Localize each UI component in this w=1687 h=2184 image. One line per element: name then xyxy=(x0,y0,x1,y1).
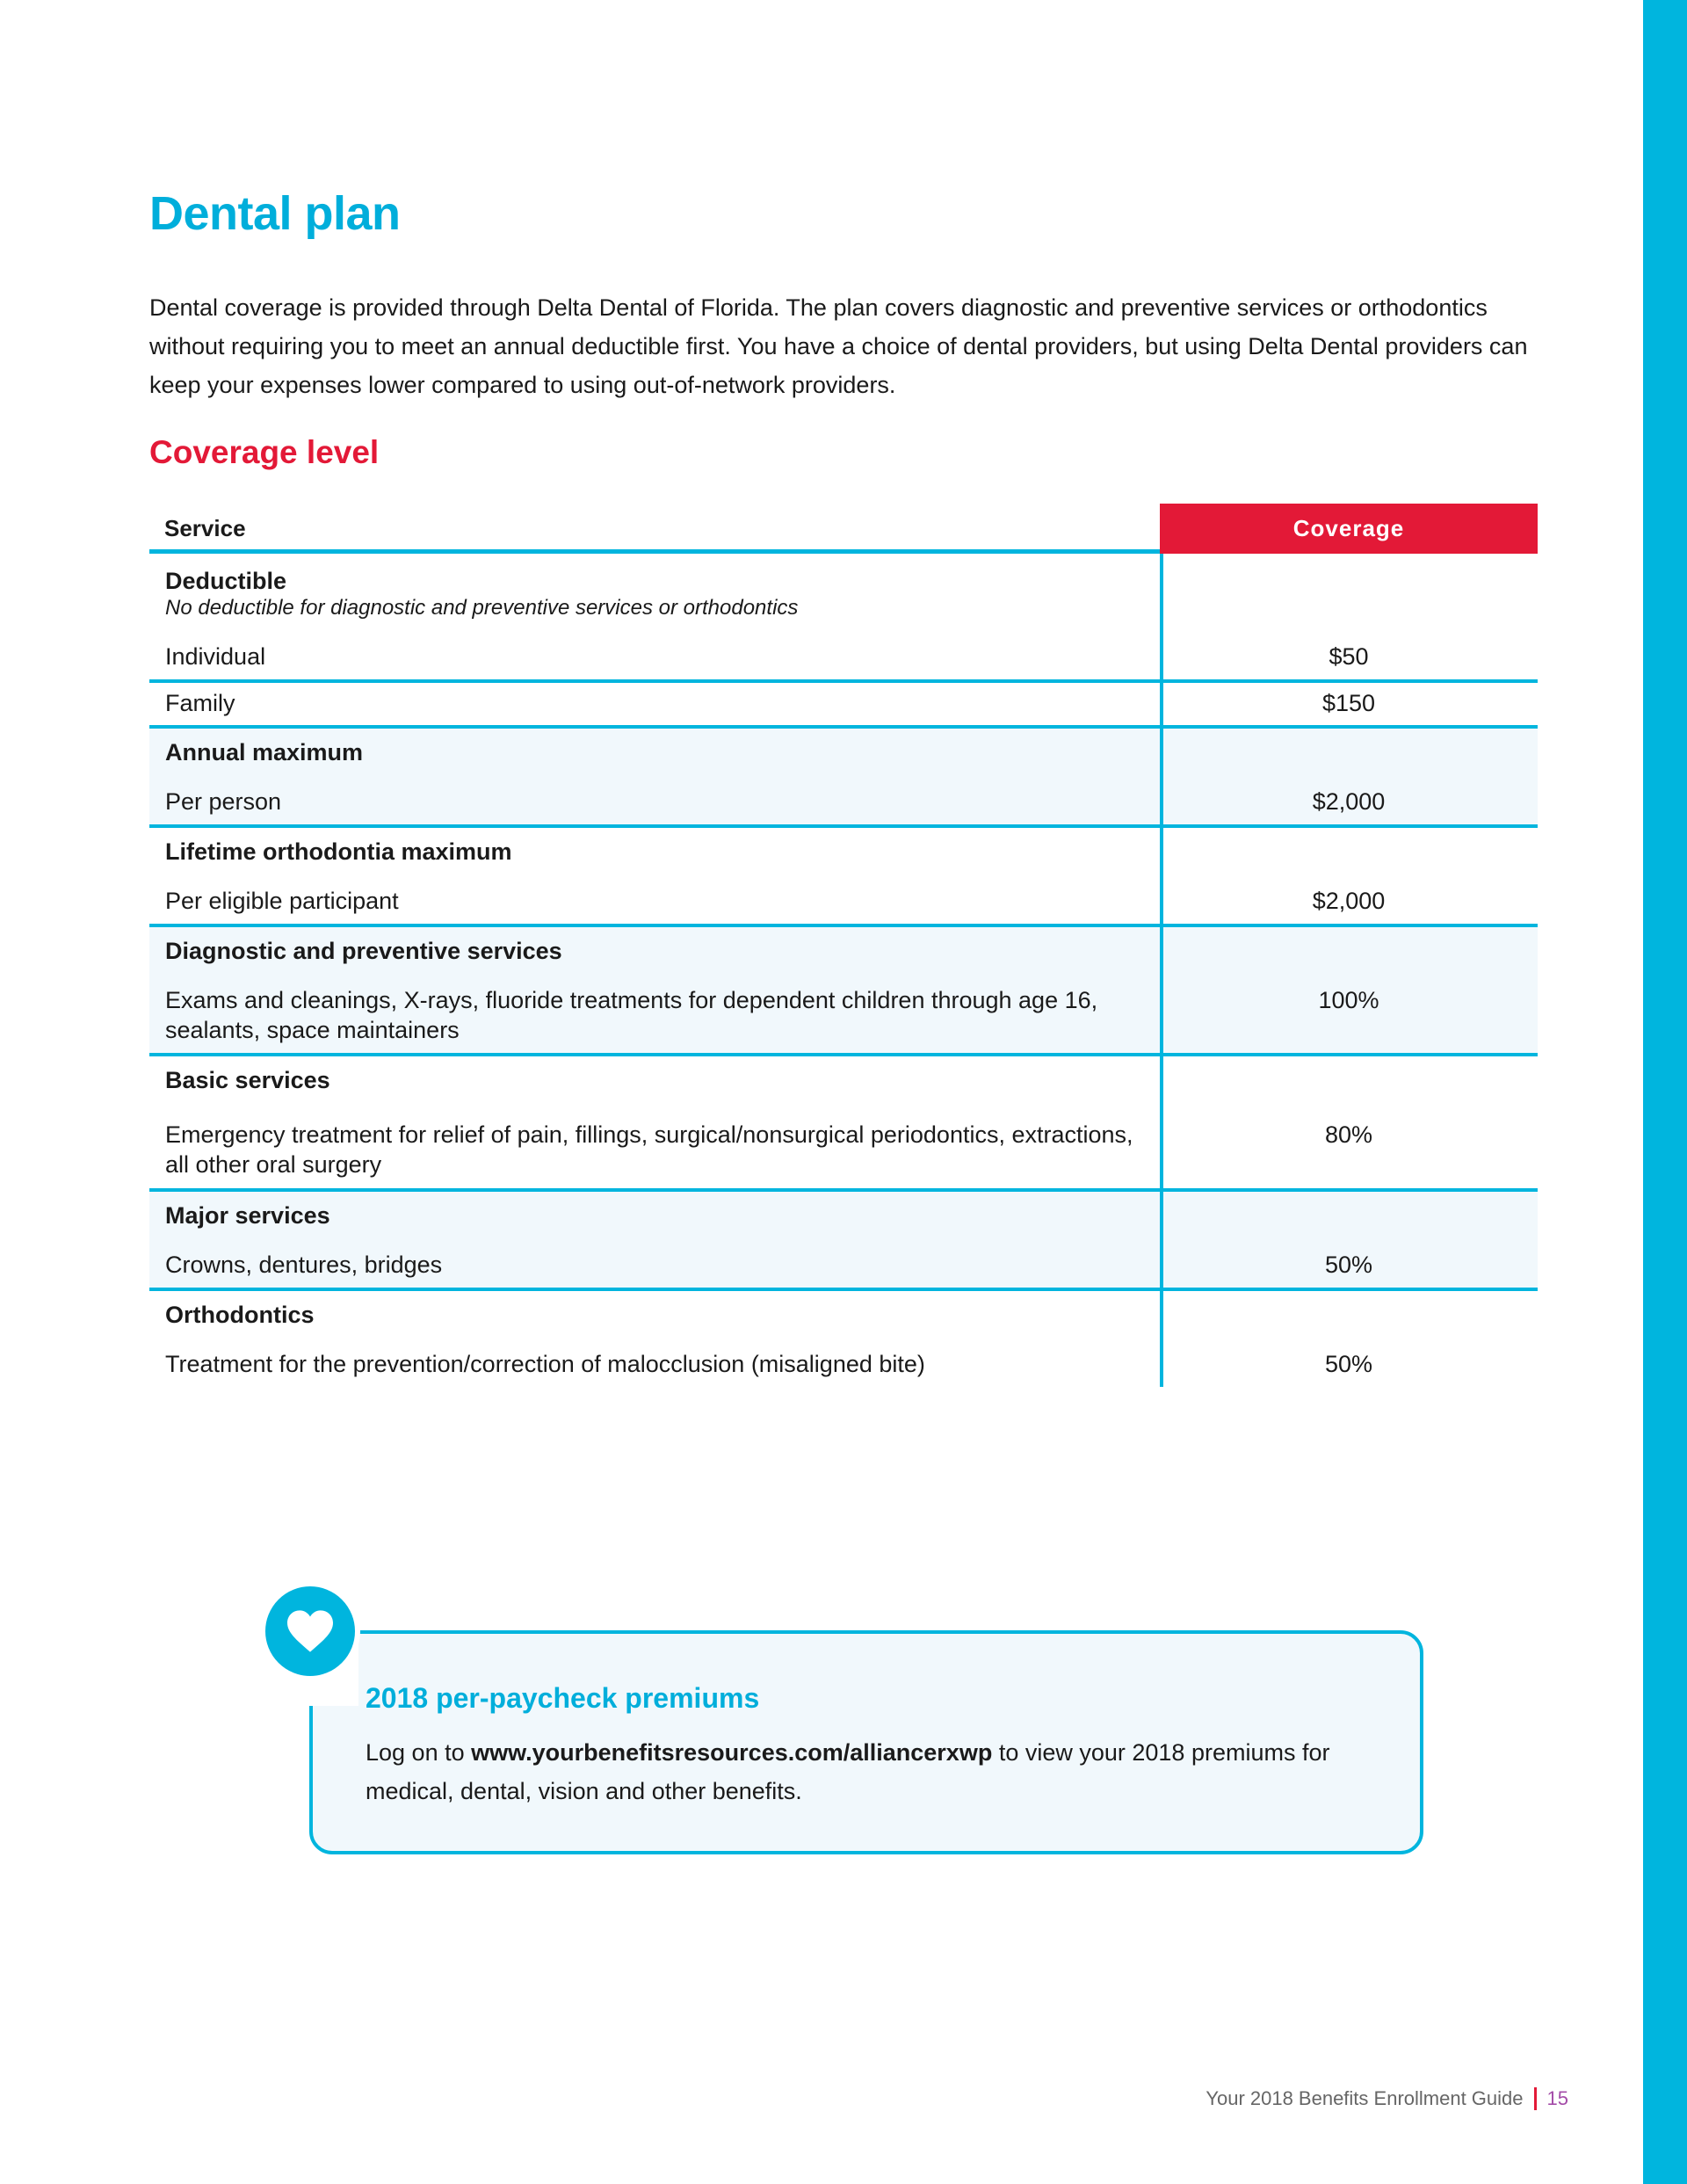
heart-badge xyxy=(260,1581,360,1681)
table-row xyxy=(149,679,1538,718)
group-diagnostic-preventive xyxy=(149,927,1538,1056)
table-row xyxy=(149,1230,1538,1280)
row-service: Treatment for the prevention/correction of malocclusion (misaligned bite) xyxy=(165,1351,925,1377)
guide-title: Your 2018 Benefits Enrollment Guide xyxy=(1206,2087,1524,2109)
table-row xyxy=(149,642,1538,671)
table-row xyxy=(149,1330,1538,1379)
callout-body-prefix: Log on to xyxy=(366,1739,472,1766)
group-major-services xyxy=(149,1192,1538,1291)
callout-title: 2018 per-paycheck premiums xyxy=(366,1682,760,1714)
row-service: Individual xyxy=(165,643,266,670)
group-title: Basic services xyxy=(165,1067,330,1093)
table-header xyxy=(149,504,1538,554)
section-title: Coverage level xyxy=(149,434,380,470)
table-row xyxy=(149,867,1538,916)
row-coverage: $150 xyxy=(1321,690,1376,716)
row-service: Crowns, dentures, bridges xyxy=(165,1252,443,1278)
row-coverage: $50 xyxy=(1329,643,1369,670)
group-title: Orthodontics xyxy=(165,1302,315,1328)
group-title: Annual maximum xyxy=(165,739,364,765)
group-title: Deductible xyxy=(165,568,287,594)
group-title: Major services xyxy=(165,1202,330,1229)
row-coverage: 80% xyxy=(1324,1121,1373,1148)
group-basic-services xyxy=(149,1056,1538,1192)
page-number: 15 xyxy=(1546,2087,1568,2109)
row-coverage: 50% xyxy=(1324,1351,1373,1377)
row-coverage: $2,000 xyxy=(1312,888,1386,914)
row-service: Family xyxy=(165,690,235,716)
side-color-bar xyxy=(1643,0,1687,2184)
group-lifetime-orthodontia xyxy=(149,828,1538,927)
row-coverage: 100% xyxy=(1318,987,1379,1013)
benefits-link[interactable]: www.yourbenefitsresources.com/alliancerxwp xyxy=(471,1739,993,1766)
table-row xyxy=(149,966,1538,1045)
coverage-table xyxy=(149,504,1538,1387)
group-note: No deductible for diagnostic and preventive services or orthodontics xyxy=(165,596,799,620)
table-row xyxy=(149,767,1538,816)
row-service: Per eligible participant xyxy=(165,888,399,914)
callout-body-suffix: to view your 2018 premiums for medical, dental, vision and other benefits. xyxy=(366,1739,1330,1804)
group-orthodontics xyxy=(149,1291,1538,1387)
header-coverage: Coverage xyxy=(1160,504,1538,554)
row-service: Emergency treatment for relief of pain, fillings, surgical/nonsurgical periodontics, extractions, all other oral surgery xyxy=(165,1121,1133,1178)
heart-icon xyxy=(285,1608,336,1654)
row-service: Exams and cleanings, X-rays, fluoride treatments for dependent children through age 16, sealants, space maintainers xyxy=(165,987,1098,1043)
page-footer xyxy=(1206,2087,1568,2110)
group-deductible-family xyxy=(149,679,1538,729)
premiums-callout xyxy=(309,1630,1423,1854)
group-title: Lifetime orthodontia maximum xyxy=(165,838,512,865)
group-annual-maximum xyxy=(149,729,1538,828)
header-service: Service xyxy=(149,504,1160,554)
group-deductible xyxy=(149,554,1538,683)
footer-separator xyxy=(1534,2087,1537,2110)
row-service: Per person xyxy=(165,788,282,815)
callout-body xyxy=(366,1733,1394,1810)
table-row xyxy=(149,1095,1538,1179)
row-coverage: 50% xyxy=(1324,1252,1373,1278)
intro-paragraph: Dental coverage is provided through Delta Dental of Florida. The plan covers diagnostic and preventive services or orthodontics without requiring you to meet an annual deductible first. You have a choice of dental providers, but using Delta Dental providers can keep your expenses lower compared to using out-of-network providers. xyxy=(149,294,1528,398)
group-title: Diagnostic and preventive services xyxy=(165,938,562,964)
row-coverage: $2,000 xyxy=(1312,788,1386,815)
page-title: Dental plan xyxy=(149,187,401,240)
